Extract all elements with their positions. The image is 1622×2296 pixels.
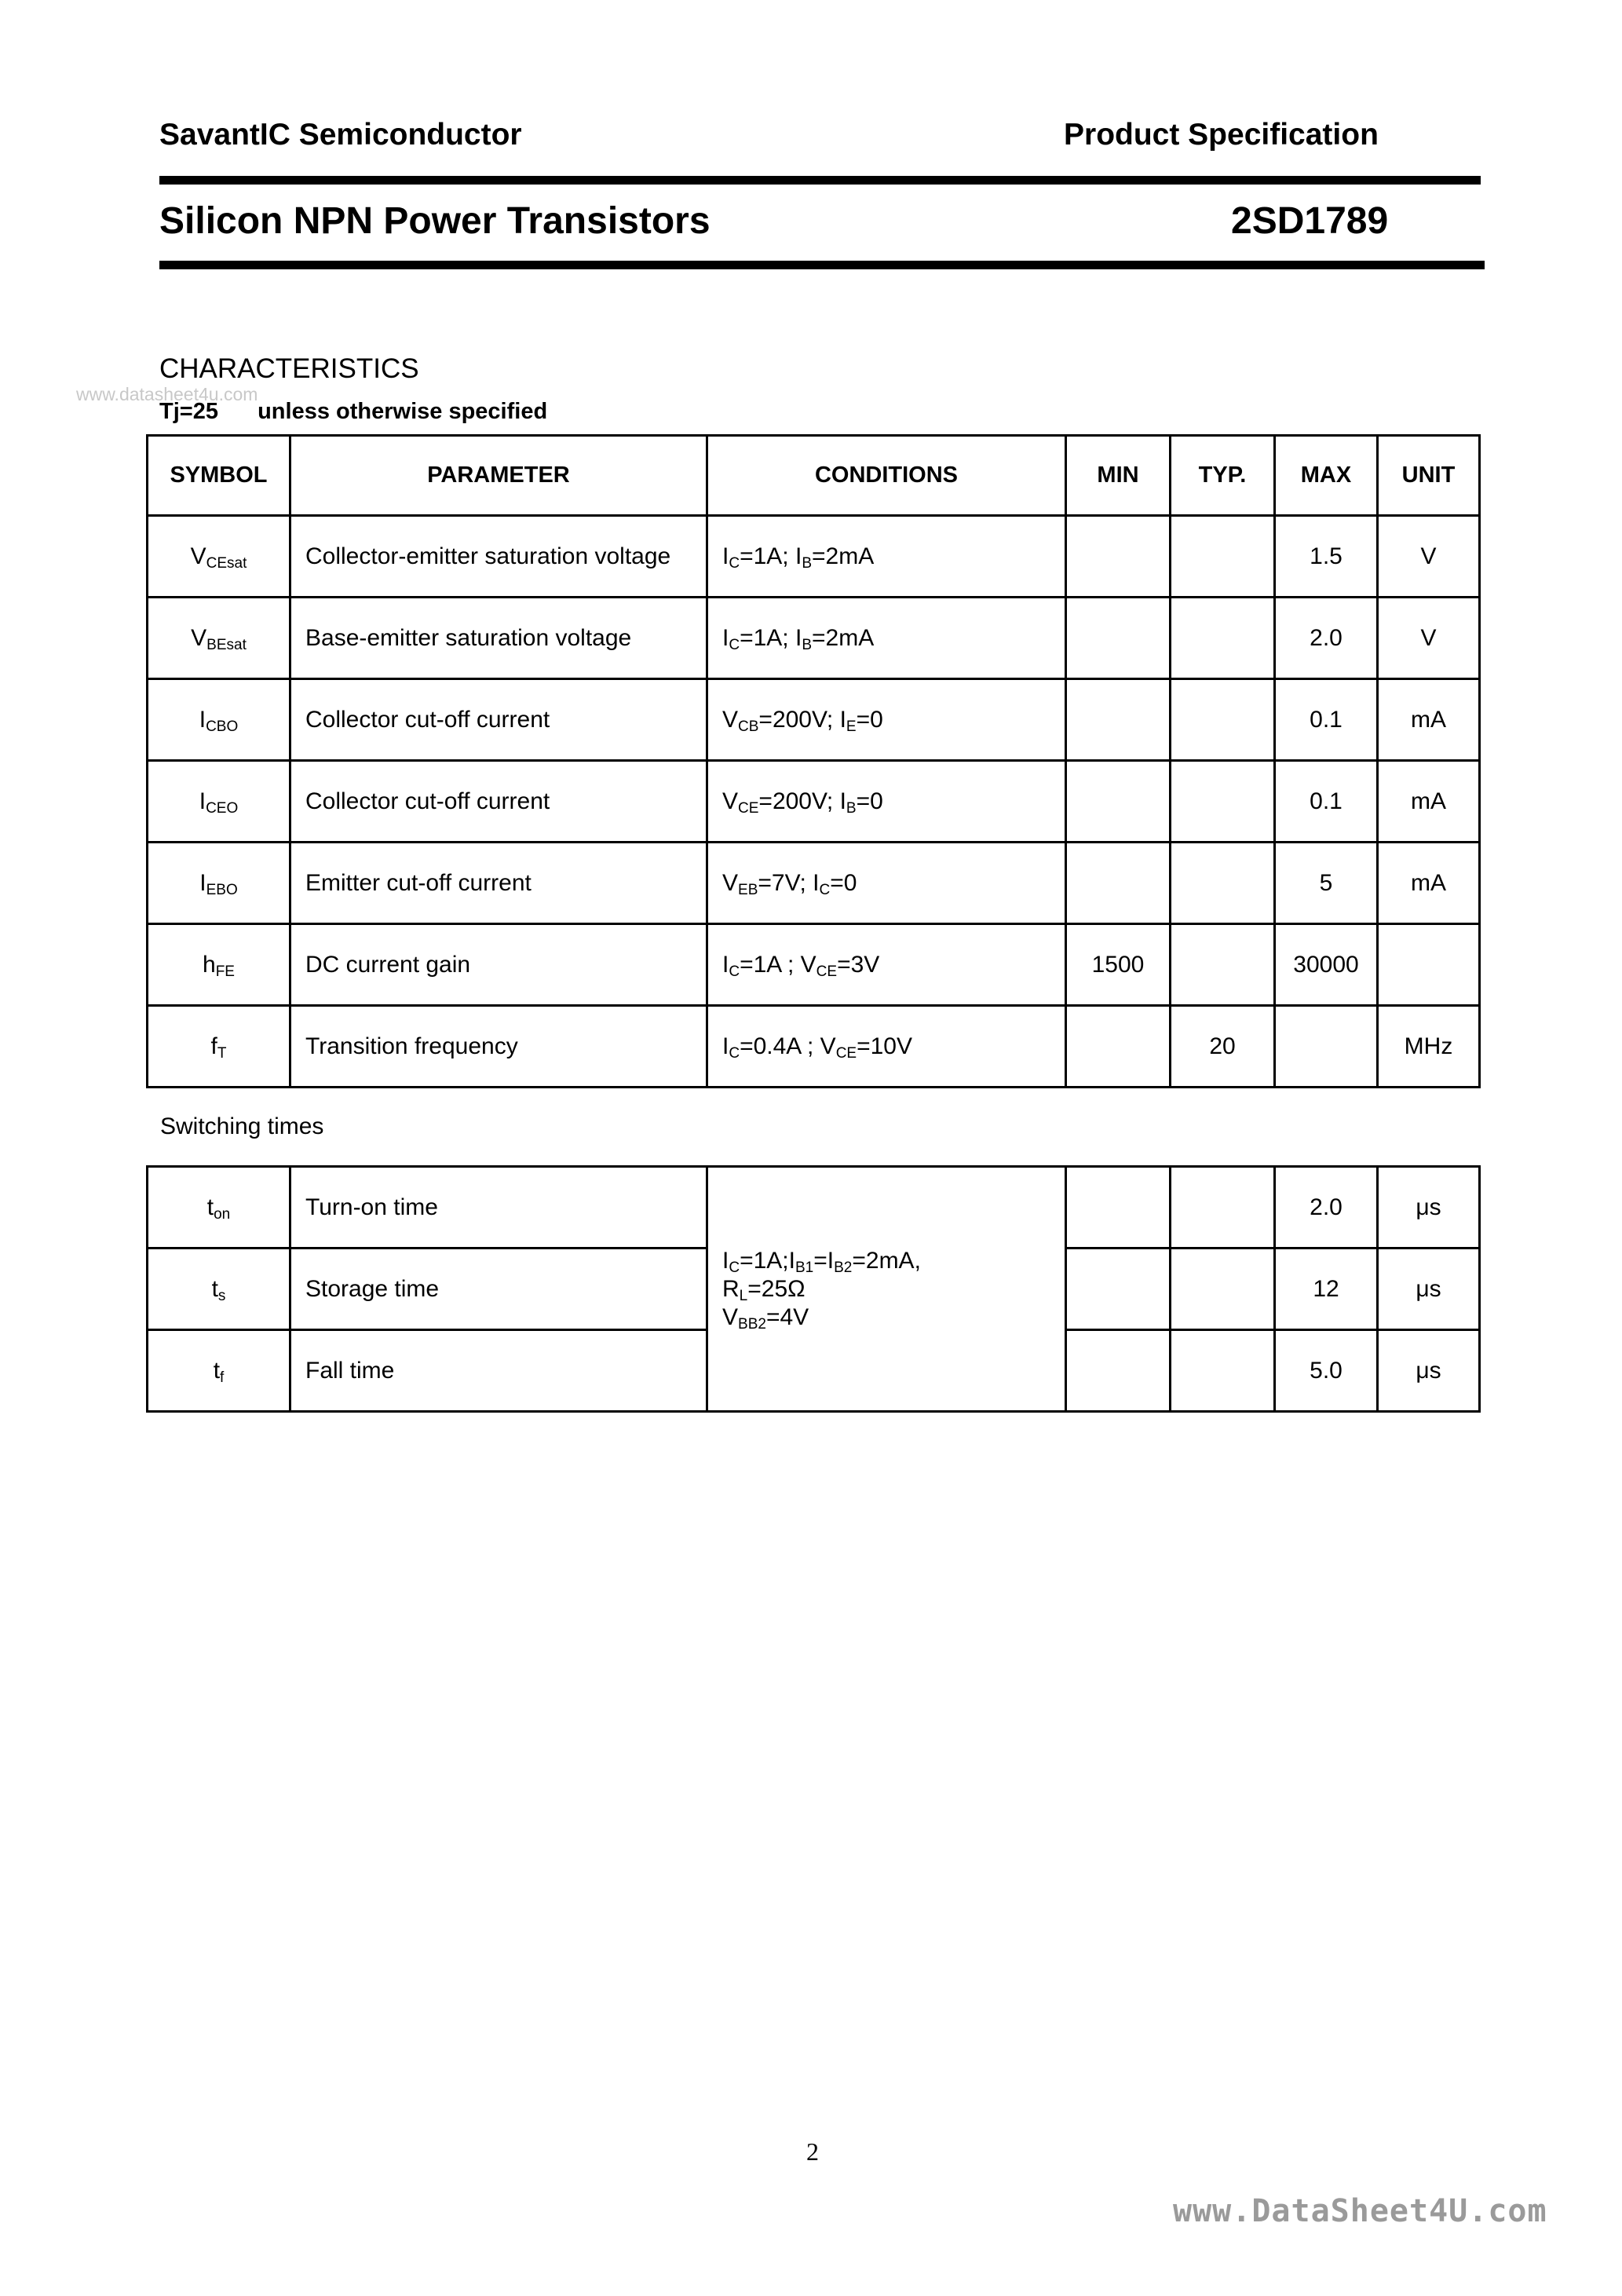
condition-symbol: I	[722, 543, 729, 569]
condition-subscript: CE	[738, 799, 759, 817]
typ-cell	[1171, 598, 1275, 679]
condition-value: =0	[830, 869, 857, 896]
symbol-cell	[148, 843, 290, 924]
table-row	[148, 1006, 1480, 1088]
symbol-subscript: FE	[215, 963, 235, 980]
condition-value: =1A ;	[740, 951, 801, 978]
condition-symbol: R	[722, 1275, 740, 1302]
symbol-cell	[148, 761, 290, 843]
document-type: Product Specification	[1064, 118, 1379, 152]
unit-cell: mA	[1378, 843, 1480, 924]
typ-cell	[1171, 516, 1275, 598]
max-cell: 30000	[1275, 924, 1378, 1006]
condition-value: =0	[856, 706, 883, 733]
condition-value: =200V;	[758, 788, 840, 814]
condition-value: =10V	[857, 1033, 912, 1059]
symbol-base: f	[210, 1033, 217, 1059]
condition-value: =2mA,	[852, 1247, 921, 1274]
condition-value: =0	[856, 788, 883, 814]
symbol-subscript: CEsat	[206, 554, 247, 572]
condition-subscript: B	[802, 636, 812, 653]
max-cell: 5	[1275, 843, 1378, 924]
condition-subscript: C	[729, 554, 740, 572]
table-row	[148, 924, 1480, 1006]
condition-symbol: I	[813, 869, 820, 896]
min-cell	[1066, 598, 1171, 679]
max-cell: 0.1	[1275, 679, 1378, 761]
table-header-row	[148, 436, 1480, 516]
max-cell: 5.0	[1275, 1330, 1378, 1412]
column-header: MIN	[1066, 436, 1171, 516]
symbol-base: t	[213, 1357, 221, 1384]
company-name: SavantIC Semiconductor	[159, 118, 522, 152]
symbol-base: h	[203, 951, 216, 978]
unit-cell: MHz	[1378, 1006, 1480, 1088]
symbol-cell	[148, 1167, 290, 1249]
condition-subscript: L	[739, 1287, 748, 1304]
symbol-cell	[148, 598, 290, 679]
condition-subscript: CE	[835, 1044, 857, 1062]
condition-value: =25Ω	[747, 1275, 806, 1302]
symbol-base: I	[199, 788, 206, 814]
max-cell: 12	[1275, 1249, 1378, 1330]
symbol-base: V	[190, 543, 206, 569]
condition-symbol: I	[722, 1247, 729, 1274]
conditions-cell	[707, 598, 1066, 679]
conditions-cell	[707, 843, 1066, 924]
column-header: MAX	[1275, 436, 1378, 516]
condition-value: =7V;	[758, 869, 813, 896]
condition-line	[722, 1303, 1065, 1332]
part-number: 2SD1789	[1231, 200, 1389, 242]
watermark-url: www.datasheet4u.com	[76, 384, 258, 404]
min-cell	[1066, 1006, 1171, 1088]
conditions-cell	[707, 679, 1066, 761]
condition-value: =200V;	[758, 706, 840, 733]
typ-cell	[1171, 1330, 1275, 1412]
conditions-cell	[707, 1167, 1066, 1412]
symbol-subscript: EBO	[206, 881, 238, 898]
symbol-base: t	[206, 1194, 214, 1220]
parameter-cell: Collector cut-off current	[290, 761, 707, 843]
typ-cell	[1171, 761, 1275, 843]
product-line-title: Silicon NPN Power Transistors	[159, 200, 711, 242]
column-header: TYP.	[1171, 436, 1275, 516]
max-cell: 2.0	[1275, 598, 1378, 679]
conditions-cell	[707, 924, 1066, 1006]
condition-symbol: V	[722, 1303, 739, 1330]
column-header: SYMBOL	[148, 436, 290, 516]
symbol-base: t	[211, 1275, 218, 1302]
condition-line	[722, 1247, 1065, 1275]
condition-subscript: C	[819, 881, 831, 898]
header-rule-top	[159, 176, 1481, 185]
condition-symbol: I	[795, 624, 802, 651]
symbol-base: V	[191, 624, 207, 651]
parameter-cell: DC current gain	[290, 924, 707, 1006]
header-rule-bottom	[159, 261, 1485, 269]
parameter-cell: Fall time	[290, 1330, 707, 1412]
condition-symbol: I	[788, 1247, 795, 1274]
parameter-cell: Storage time	[290, 1249, 707, 1330]
symbol-subscript: s	[217, 1287, 226, 1304]
min-cell	[1066, 1330, 1171, 1412]
condition-subscript: CB	[738, 718, 759, 735]
min-cell	[1066, 679, 1171, 761]
temperature-suffix: unless otherwise specified	[258, 399, 548, 424]
table-row	[148, 761, 1480, 843]
condition-symbol: V	[820, 1033, 836, 1059]
unit-cell: V	[1378, 598, 1480, 679]
condition-symbol: I	[839, 706, 846, 733]
condition-symbol: V	[722, 788, 739, 814]
parameter-cell: Transition frequency	[290, 1006, 707, 1088]
condition-subscript: B	[846, 799, 857, 817]
condition-value: =3V	[837, 951, 880, 978]
typ-cell	[1171, 924, 1275, 1006]
condition-subscript: B2	[834, 1259, 853, 1276]
typ-cell: 20	[1171, 1006, 1275, 1088]
symbol-base: I	[199, 869, 206, 896]
symbol-subscript: CEO	[206, 799, 239, 817]
footer-watermark: www.DataSheet4U.com	[1173, 2193, 1547, 2229]
unit-cell	[1378, 924, 1480, 1006]
symbol-cell	[148, 679, 290, 761]
conditions-cell	[707, 516, 1066, 598]
table-row	[148, 516, 1480, 598]
condition-symbol: V	[722, 869, 739, 896]
condition-subscript: EB	[738, 881, 758, 898]
condition-value: =0.4A ;	[740, 1033, 820, 1059]
symbol-subscript: f	[220, 1369, 225, 1386]
symbol-subscript: CBO	[206, 718, 239, 735]
symbol-cell	[148, 1249, 290, 1330]
condition-symbol: I	[722, 951, 729, 978]
min-cell	[1066, 516, 1171, 598]
typ-cell	[1171, 843, 1275, 924]
symbol-cell	[148, 516, 290, 598]
max-cell: 2.0	[1275, 1167, 1378, 1249]
conditions-cell	[707, 761, 1066, 843]
condition-subscript: BB2	[738, 1315, 766, 1333]
typ-cell	[1171, 679, 1275, 761]
condition-value: =4V	[765, 1303, 809, 1330]
table-row	[148, 843, 1480, 924]
unit-cell: μs	[1378, 1167, 1480, 1249]
temperature-condition	[159, 399, 547, 425]
condition-symbol: I	[839, 788, 846, 814]
condition-value: =2mA	[812, 543, 875, 569]
condition-symbol: V	[800, 951, 816, 978]
condition-subscript: B1	[795, 1259, 814, 1276]
symbol-cell	[148, 1006, 290, 1088]
unit-cell: μs	[1378, 1249, 1480, 1330]
max-cell	[1275, 1006, 1378, 1088]
condition-symbol: I	[722, 1033, 729, 1059]
table-row	[148, 1167, 1480, 1249]
unit-cell: mA	[1378, 679, 1480, 761]
condition-value: =1A;	[740, 624, 795, 651]
unit-cell: V	[1378, 516, 1480, 598]
table-row	[148, 679, 1480, 761]
condition-subscript: C	[729, 1044, 740, 1062]
condition-symbol: V	[722, 706, 739, 733]
condition-subscript: E	[846, 718, 857, 735]
condition-symbol: I	[722, 624, 729, 651]
condition-value: =1A;	[740, 543, 795, 569]
unit-cell: μs	[1378, 1330, 1480, 1412]
condition-subscript: CE	[816, 963, 838, 980]
temperature-prefix: Tj=25	[159, 399, 218, 424]
typ-cell	[1171, 1249, 1275, 1330]
unit-cell: mA	[1378, 761, 1480, 843]
column-header: UNIT	[1378, 436, 1480, 516]
parameter-cell: Turn-on time	[290, 1167, 707, 1249]
condition-subscript: C	[729, 963, 740, 980]
condition-subscript: C	[729, 636, 740, 653]
switching-table	[146, 1165, 1481, 1413]
condition-value: =	[813, 1247, 827, 1274]
min-cell	[1066, 761, 1171, 843]
parameter-cell: Emitter cut-off current	[290, 843, 707, 924]
parameter-cell: Base-emitter saturation voltage	[290, 598, 707, 679]
condition-symbol: I	[827, 1247, 835, 1274]
symbol-cell	[148, 1330, 290, 1412]
parameter-cell: Collector-emitter saturation voltage	[290, 516, 707, 598]
switching-times-label: Switching times	[160, 1113, 324, 1139]
conditions-cell	[707, 1006, 1066, 1088]
characteristics-table	[146, 434, 1481, 1088]
condition-value: =1A;	[740, 1247, 789, 1274]
max-cell: 1.5	[1275, 516, 1378, 598]
symbol-subscript: on	[214, 1205, 231, 1223]
symbol-subscript: T	[217, 1044, 227, 1062]
section-title: CHARACTERISTICS	[159, 353, 419, 384]
page-number: 2	[806, 2137, 819, 2166]
condition-subscript: B	[802, 554, 812, 572]
condition-line	[722, 1275, 1065, 1303]
symbol-base: I	[199, 706, 206, 733]
table-row	[148, 598, 1480, 679]
condition-subscript: C	[729, 1259, 740, 1276]
symbol-cell	[148, 924, 290, 1006]
typ-cell	[1171, 1167, 1275, 1249]
column-header: CONDITIONS	[707, 436, 1066, 516]
max-cell: 0.1	[1275, 761, 1378, 843]
min-cell	[1066, 1249, 1171, 1330]
parameter-cell: Collector cut-off current	[290, 679, 707, 761]
min-cell: 1500	[1066, 924, 1171, 1006]
symbol-subscript: BEsat	[206, 636, 247, 653]
condition-value: =2mA	[812, 624, 875, 651]
min-cell	[1066, 1167, 1171, 1249]
condition-symbol: I	[795, 543, 802, 569]
min-cell	[1066, 843, 1171, 924]
column-header: PARAMETER	[290, 436, 707, 516]
